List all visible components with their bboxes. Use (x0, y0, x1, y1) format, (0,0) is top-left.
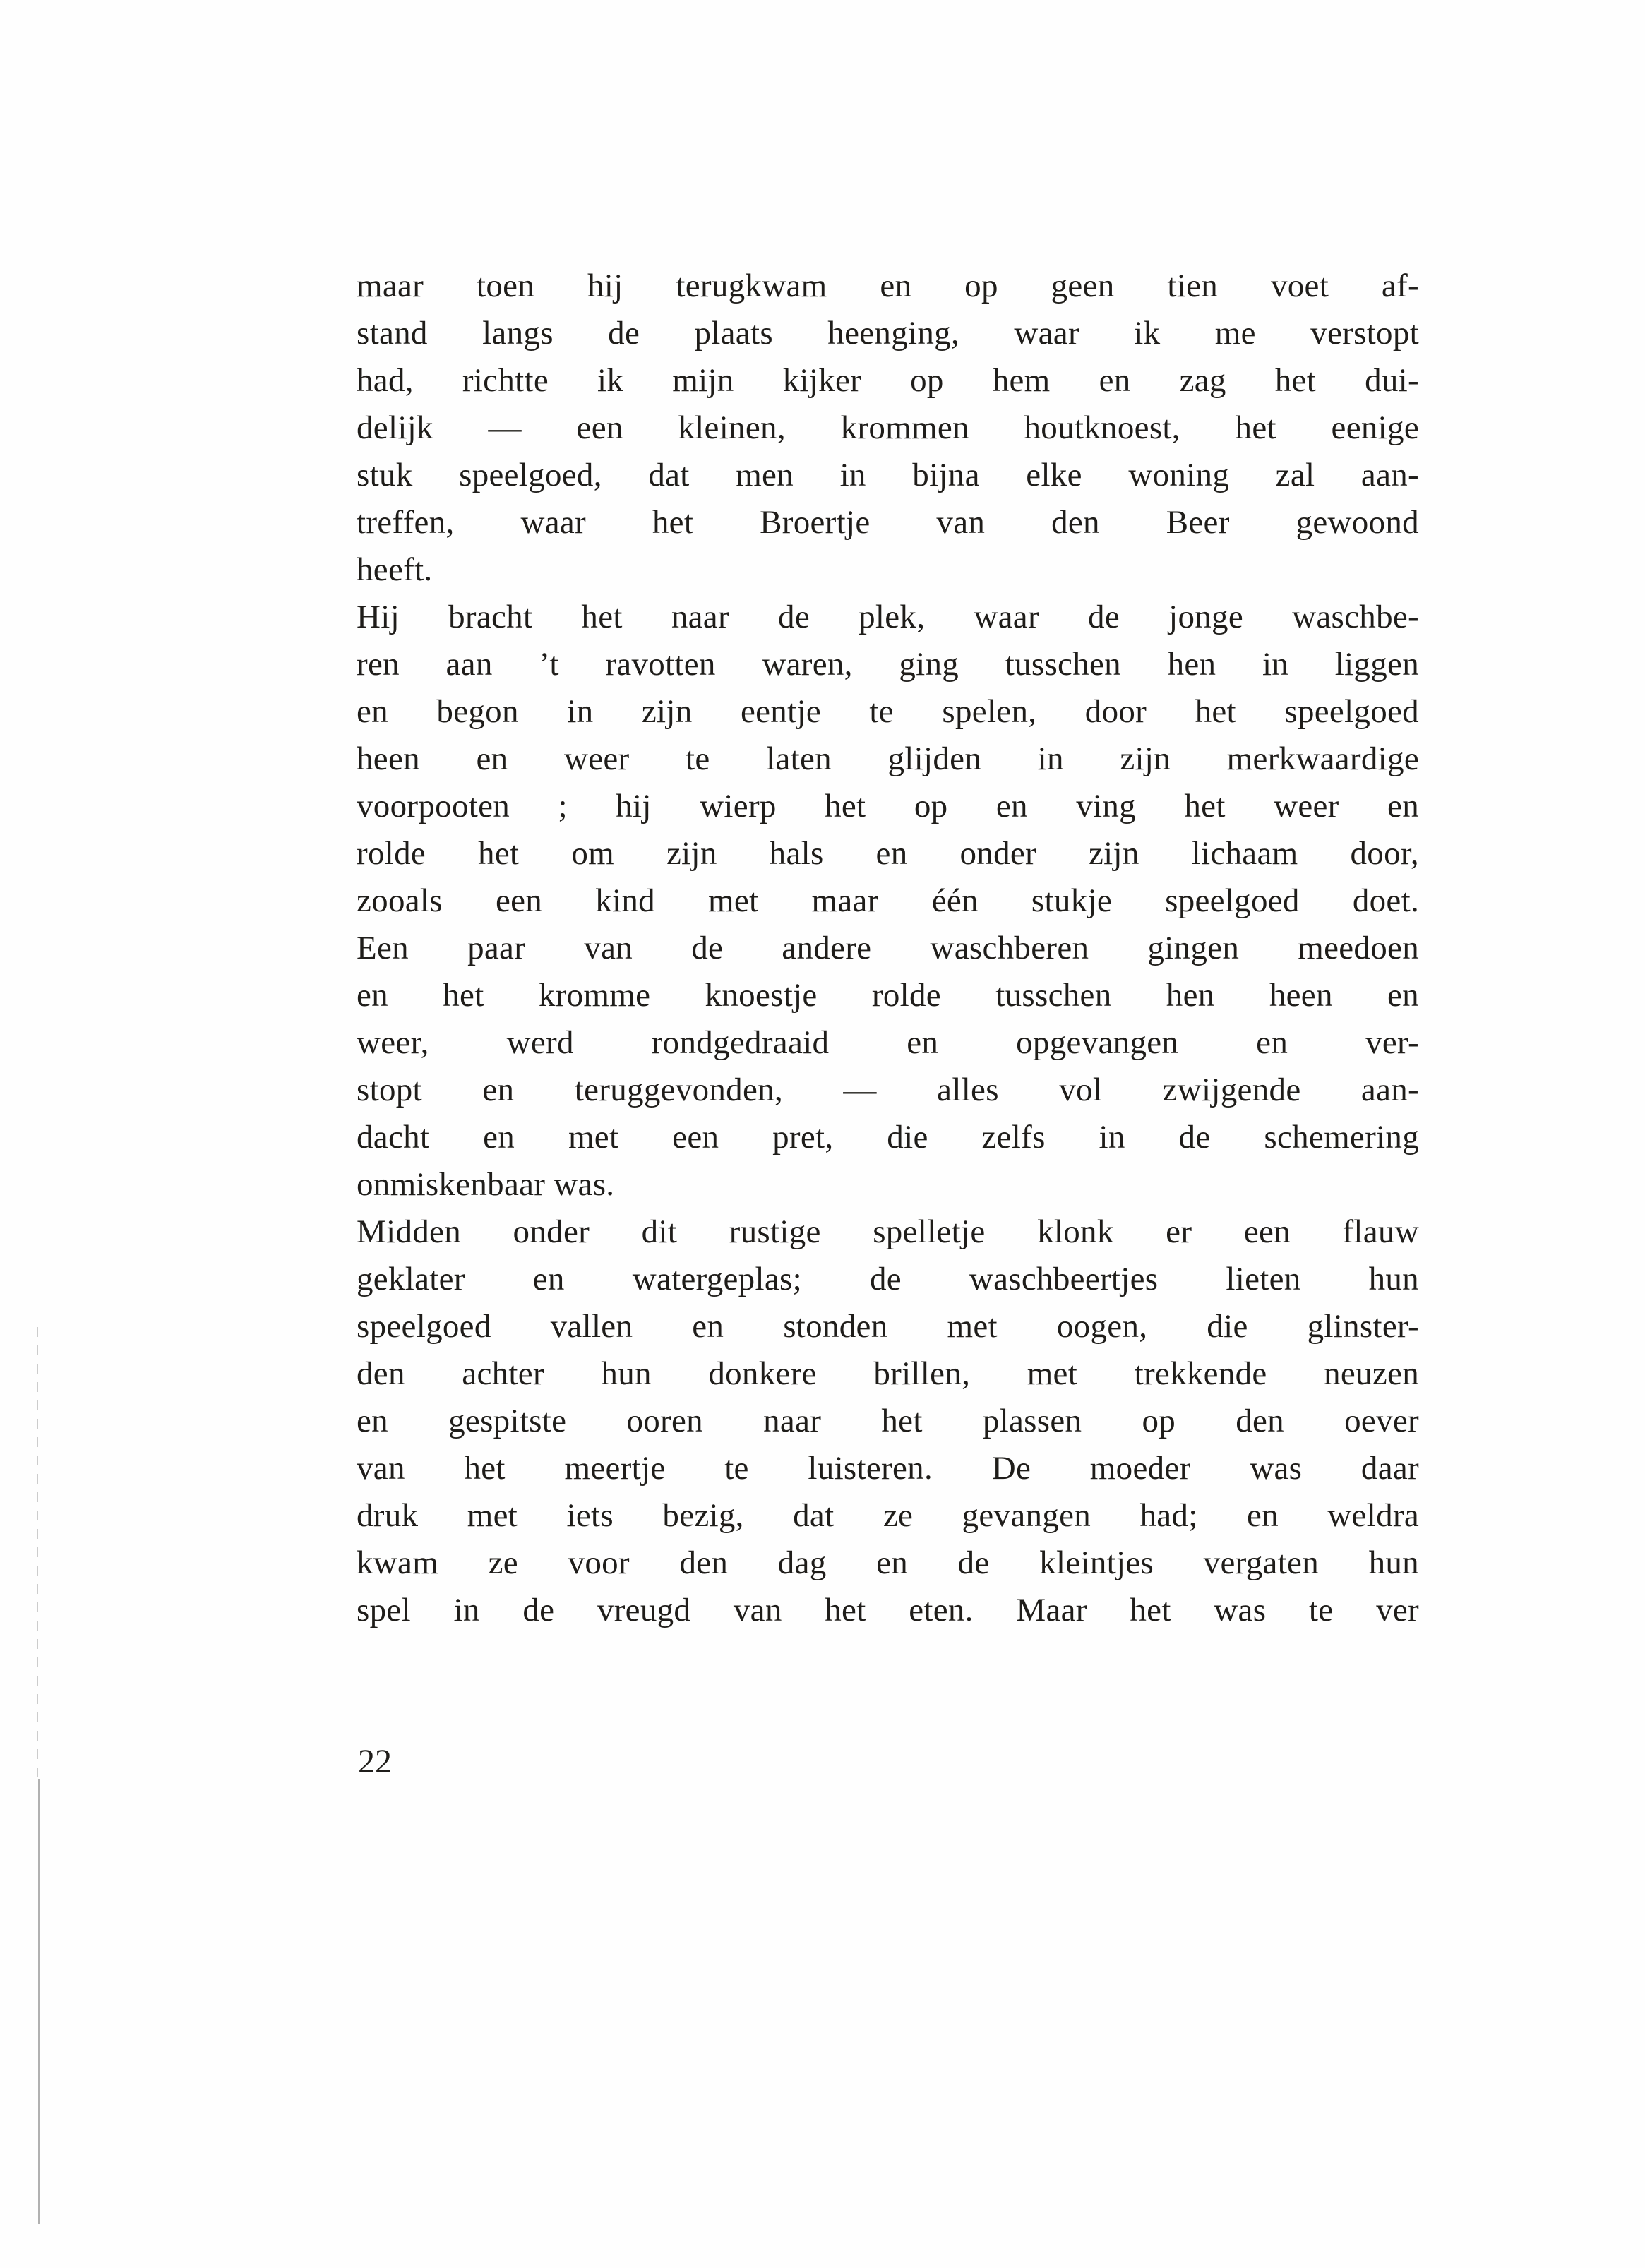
text-line: Midden onder dit rustige spelletje klonk er een flauw (357, 1213, 1419, 1250)
page-text-block (357, 263, 1419, 1634)
text-line: stuk speelgoed, dat men in bijna elke woning zal aan- (357, 457, 1419, 493)
text-line: zooals een kind met maar één stukje speelgoed doet. (357, 882, 1419, 919)
text-line: stand langs de plaats heenging, waar ik me verstopt (357, 315, 1419, 352)
text-line: speelgoed vallen en stonden met oogen, die glinster- (357, 1308, 1419, 1345)
scan-artifact-solid-line (38, 1779, 40, 2224)
paragraph (357, 594, 1419, 1208)
text-line: den achter hun donkere brillen, met trekkende neuzen (357, 1355, 1419, 1392)
text-line: en gespitste ooren naar het plassen op den oever (357, 1403, 1419, 1439)
text-line: weer, werd rondgedraaid en opgevangen en ver- (357, 1024, 1419, 1061)
paragraph (357, 263, 1419, 594)
text-line: geklater en watergeplas; de waschbeertjes lieten hun (357, 1261, 1419, 1297)
text-line: voorpooten ; hij wierp het op en ving het weer en (357, 788, 1419, 824)
text-line: rolde het om zijn hals en onder zijn lichaam door, (357, 835, 1419, 872)
text-line: ren aan ’t ravotten waren, ging tusschen hen in liggen (357, 646, 1419, 683)
text-line: stopt en teruggevonden, — alles vol zwijgende aan- (357, 1072, 1419, 1108)
text-line: druk met iets bezig, dat ze gevangen had; en weldra (357, 1497, 1419, 1534)
text-line: en begon in zijn eentje te spelen, door het speelgoed (357, 693, 1419, 730)
text-line: heeft. (357, 551, 433, 588)
text-line: maar toen hij terugkwam en op geen tien voet af- (357, 268, 1419, 304)
text-line: onmiskenbaar was. (357, 1166, 615, 1203)
paragraph (357, 1208, 1419, 1634)
text-line: had, richtte ik mijn kijker op hem en zag het dui- (357, 362, 1419, 399)
text-line: van het meertje te luisteren. De moeder was daar (357, 1450, 1419, 1487)
text-line: dacht en met een pret, die zelfs in de schemering (357, 1119, 1419, 1156)
text-line: heen en weer te laten glijden in zijn merkwaardige (357, 740, 1419, 777)
page-number: 22 (358, 1743, 392, 1780)
scan-artifact-dotted-line (37, 1327, 38, 1779)
text-line: spel in de vreugd van het eten. Maar het was te ver (357, 1592, 1419, 1628)
text-line: Hij bracht het naar de plek, waar de jonge waschbe- (357, 599, 1419, 635)
text-line: en het kromme knoestje rolde tusschen hen heen en (357, 977, 1419, 1014)
text-line: Een paar van de andere waschberen gingen meedoen (357, 930, 1419, 966)
text-line: delijk — een kleinen, krommen houtknoest, het eenige (357, 409, 1419, 446)
text-line: treffen, waar het Broertje van den Beer gewoond (357, 504, 1419, 541)
text-line: kwam ze voor den dag en de kleintjes vergaten hun (357, 1544, 1419, 1581)
